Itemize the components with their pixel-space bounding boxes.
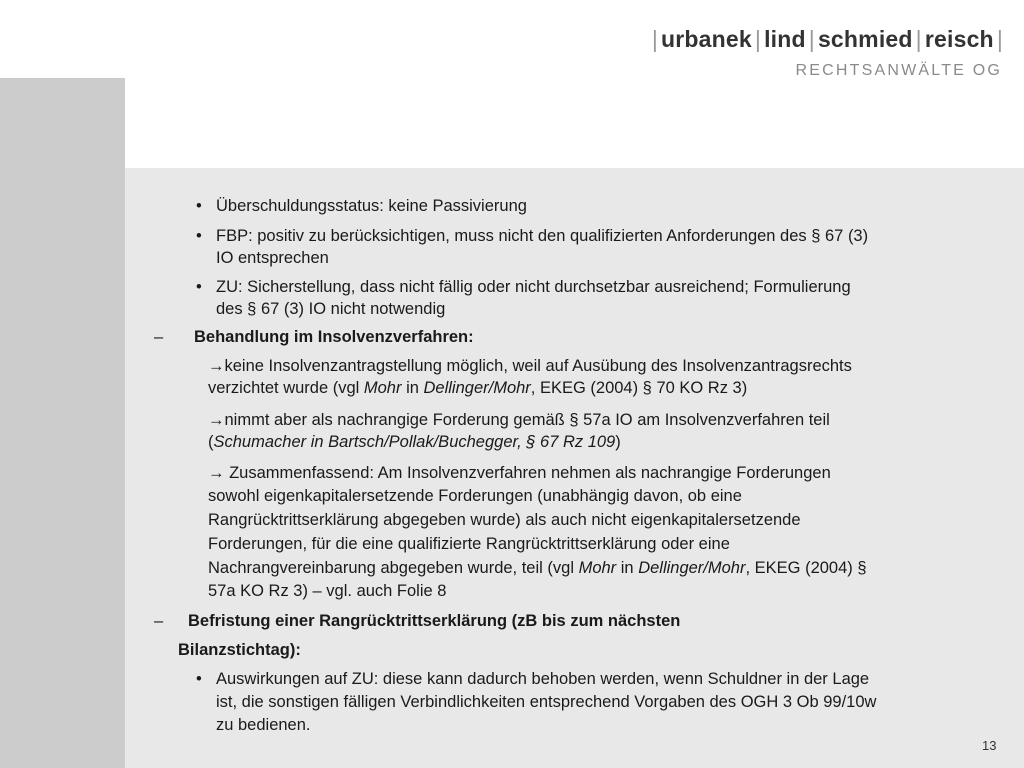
section-heading: Behandlung im Insolvenzverfahren: (194, 328, 474, 346)
bullet-icon: • (196, 278, 202, 296)
arrow-paragraph-line (208, 463, 831, 484)
arrow-paragraph-line (208, 378, 747, 399)
bullet-icon: • (196, 670, 202, 688)
logo-separator: | (996, 26, 1003, 52)
section-heading: Befristung einer Rangrücktrittserklärung (zB bis zum nächsten (188, 612, 681, 630)
left-decorative-bar (0, 78, 125, 768)
section-heading: Bilanzstichtag): (178, 641, 301, 659)
text: ( (208, 433, 214, 451)
bullet-text: FBP: positiv zu berücksichtigen, muss nicht den qualifizierten Anforderungen des § 67 (3) (216, 227, 869, 245)
arrow-paragraph-line (208, 432, 621, 453)
bullet-text: zu bedienen. (216, 716, 311, 734)
page-number: 13 (982, 738, 997, 753)
firm-subtitle: RECHTSANWÄLTE OG (795, 62, 1002, 79)
dash-icon: – (154, 328, 164, 346)
logo-word: reisch (924, 26, 994, 52)
arrow-paragraph-line (208, 356, 852, 377)
text: in (401, 379, 424, 397)
citation-author: Mohr (363, 379, 402, 397)
arrow-icon: → (208, 411, 225, 429)
logo-word: lind (764, 26, 806, 52)
text: Zusammenfassend: Am Insolvenzverfahren nehmen als nachrangige Forderungen (224, 464, 831, 482)
citation-work: Dellinger/Mohr (638, 559, 746, 577)
logo-word: schmied (817, 26, 913, 52)
text: verzichtet wurde (vgl (208, 379, 364, 397)
bullet-text: ZU: Sicherstellung, dass nicht fällig oder nicht durchsetzbar ausreichend; Formulierung (216, 278, 851, 296)
bullet-text: Überschuldungsstatus: keine Passivierung (216, 197, 527, 215)
text: keine Insolvenzantragstellung möglich, weil auf Ausübung des Insolvenzantragsrechts (224, 357, 852, 375)
arrow-paragraph-line (208, 558, 867, 579)
logo-separator: | (915, 26, 922, 52)
bullet-text: Auswirkungen auf ZU: diese kann dadurch behoben werden, wenn Schuldner in der Lage (216, 670, 870, 688)
arrow-paragraph-line: Rangrücktrittserklärung abgegeben wurde) als auch nicht eigenkapitalersetzende (208, 511, 801, 529)
arrow-icon: → (208, 464, 225, 482)
text: , EKEG (2004) § (745, 559, 867, 577)
bullet-icon: • (196, 197, 202, 215)
bullet-icon: • (196, 227, 202, 245)
bullet-text: des § 67 (3) IO nicht notwendig (216, 300, 446, 318)
citation: Schumacher in Bartsch/Pollak/Buchegger, § 67 Rz 109 (213, 433, 616, 451)
arrow-paragraph-line: Forderungen, für die eine qualifizierte Rangrücktrittserklärung oder eine (208, 535, 730, 553)
text: nimmt aber als nachrangige Forderung gemäß § 57a IO am Insolvenzverfahren teil (224, 411, 830, 429)
text: , EKEG (2004) § 70 KO Rz 3) (530, 379, 748, 397)
logo-separator: | (651, 26, 658, 52)
logo-word: urbanek (661, 26, 752, 52)
bullet-text: ist, die sonstigen fälligen Verbindlichkeiten entsprechend Vorgaben des OGH 3 Ob 99/10w (216, 693, 877, 711)
logo-separator: | (808, 26, 815, 52)
arrow-icon: → (208, 357, 225, 375)
text: ) (615, 433, 621, 451)
text: in (616, 559, 639, 577)
citation-work: Dellinger/Mohr (423, 379, 531, 397)
logo-separator: | (754, 26, 762, 52)
arrow-paragraph-line (208, 410, 830, 431)
bullet-text: IO entsprechen (216, 249, 329, 267)
arrow-paragraph-line: 57a KO Rz 3) – vgl. auch Folie 8 (208, 582, 447, 600)
firm-logo (649, 26, 1006, 56)
dash-icon: – (154, 612, 164, 630)
arrow-paragraph-line: sowohl eigenkapitalersetzende Forderungen (unabhängig davon, ob eine (208, 487, 742, 505)
text: Nachrangvereinbarung abgegeben wurde, teil (vgl (208, 559, 579, 577)
citation-author: Mohr (578, 559, 617, 577)
